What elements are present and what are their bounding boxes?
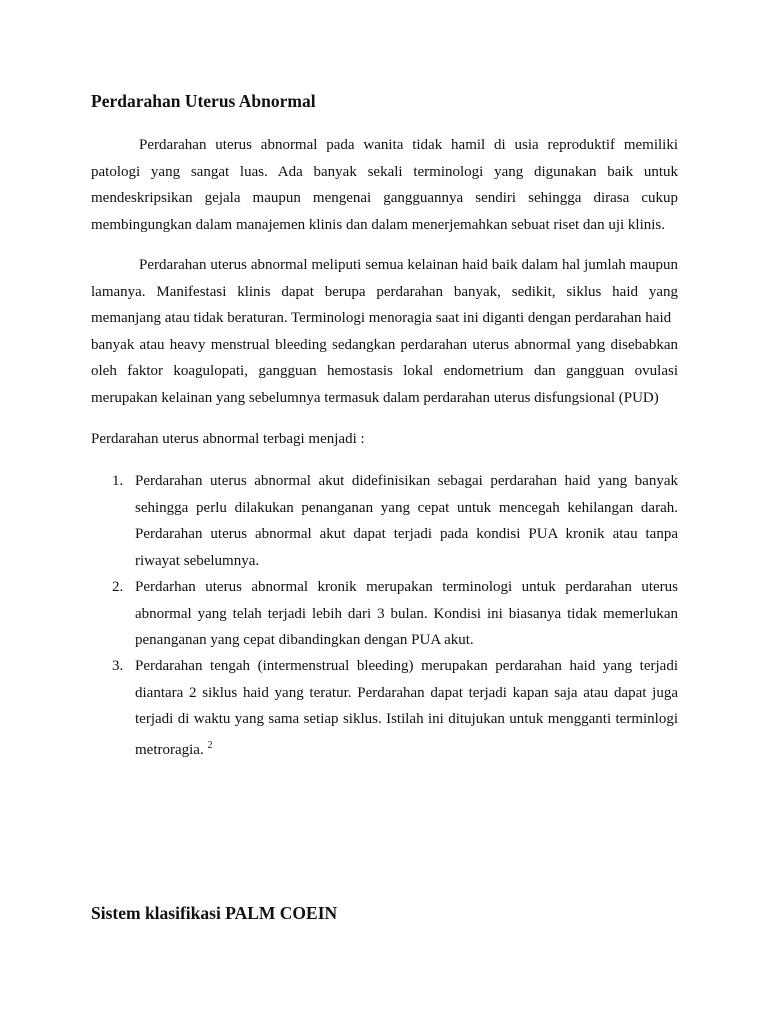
text-line: riwayat sebelumnya. (135, 552, 260, 569)
text-line: patologi yang sangat luas. Ada banyak sekali terminologi yang digunakan baik untuk (91, 163, 678, 180)
text-line: oleh faktor koagulopati, gangguan hemostasis lokal endometrium dan gangguan ovulasi (91, 363, 678, 379)
text-line (135, 733, 678, 760)
text-line: abnormal yang telah terjadi lebih dari 3 bulan. Kondisi ini biasanya tidak memerlukan (135, 605, 678, 622)
text-line: Perdarahan uterus abnormal terbagi menjadi : (91, 431, 365, 447)
text-line: memanjang atau tidak beraturan. Terminologi menoragia saat ini diganti dengan perdarahan haid (91, 310, 672, 326)
text-fragment: metroragia. (135, 741, 204, 758)
paragraph-3 (91, 426, 678, 453)
text-line: penanganan yang cepat dibandingkan dengan PUA akut. (135, 632, 474, 648)
text-line: Perdarahan uterus abnormal meliputi semua kelainan haid baik dalam hal jumlah maupun (139, 257, 678, 273)
text-line: sehingga perlu dilakukan penanganan yang cepat untuk mencegah kehilangan darah. (135, 499, 678, 516)
text-line: Perdarahan uterus abnormal pada wanita tidak hamil di usia reproduktif memiliki (139, 137, 678, 153)
text-line: merupakan kelainan yang sebelumnya termasuk dalam perdarahan uterus disfungsional (PUD) (91, 389, 659, 406)
paragraph-1 (91, 132, 678, 238)
text-line: membingungkan dalam manajemen klinis dan dalam menerjemahkan sebuat riset dan uji klinis. (91, 216, 666, 233)
list-item (91, 574, 678, 654)
list-item (91, 468, 678, 574)
list-number: 2. (112, 579, 124, 595)
section-heading: Perdarahan Uterus Abnormal (91, 91, 316, 111)
text-line: diantara 2 siklus haid yang teratur. Perdarahan dapat terjadi kapan saja atau dapat juga (135, 684, 678, 701)
list-number: 3. (112, 658, 124, 674)
footnote-reference: 2 (207, 739, 213, 751)
text-line: Perdarhan uterus abnormal kronik merupakan terminologi untuk perdarahan uterus (135, 579, 678, 595)
text-line: Perdarahan uterus abnormal akut dapat terjadi pada kondisi PUA kronik atau tanpa (135, 526, 678, 542)
text-line: lamanya. Manifestasi klinis dapat berupa perdarahan banyak, sedikit, siklus haid yang (91, 283, 678, 300)
section-heading: Sistem klasifikasi PALM COEIN (91, 903, 338, 923)
list-item (91, 653, 678, 759)
text-line: terjadi di waktu yang sama setiap siklus. Istilah ini ditujukan untuk mengganti terminlogi (135, 711, 678, 727)
paragraph-2 (91, 252, 678, 411)
text-line: Perdarahan uterus abnormal akut didefinisikan sebagai perdarahan haid yang banyak (135, 473, 678, 489)
text-line: Perdarahan tengah (intermenstrual bleeding) merupakan perdarahan haid yang terjadi (135, 658, 678, 674)
text-line: banyak atau heavy menstrual bleeding sedangkan perdarahan uterus abnormal yang disebabkan (91, 336, 678, 353)
list-number: 1. (112, 473, 124, 489)
text-line: mendeskripsikan gejala maupun mengenai gangguannya sendiri sehingga dirasa cukup (91, 190, 678, 206)
